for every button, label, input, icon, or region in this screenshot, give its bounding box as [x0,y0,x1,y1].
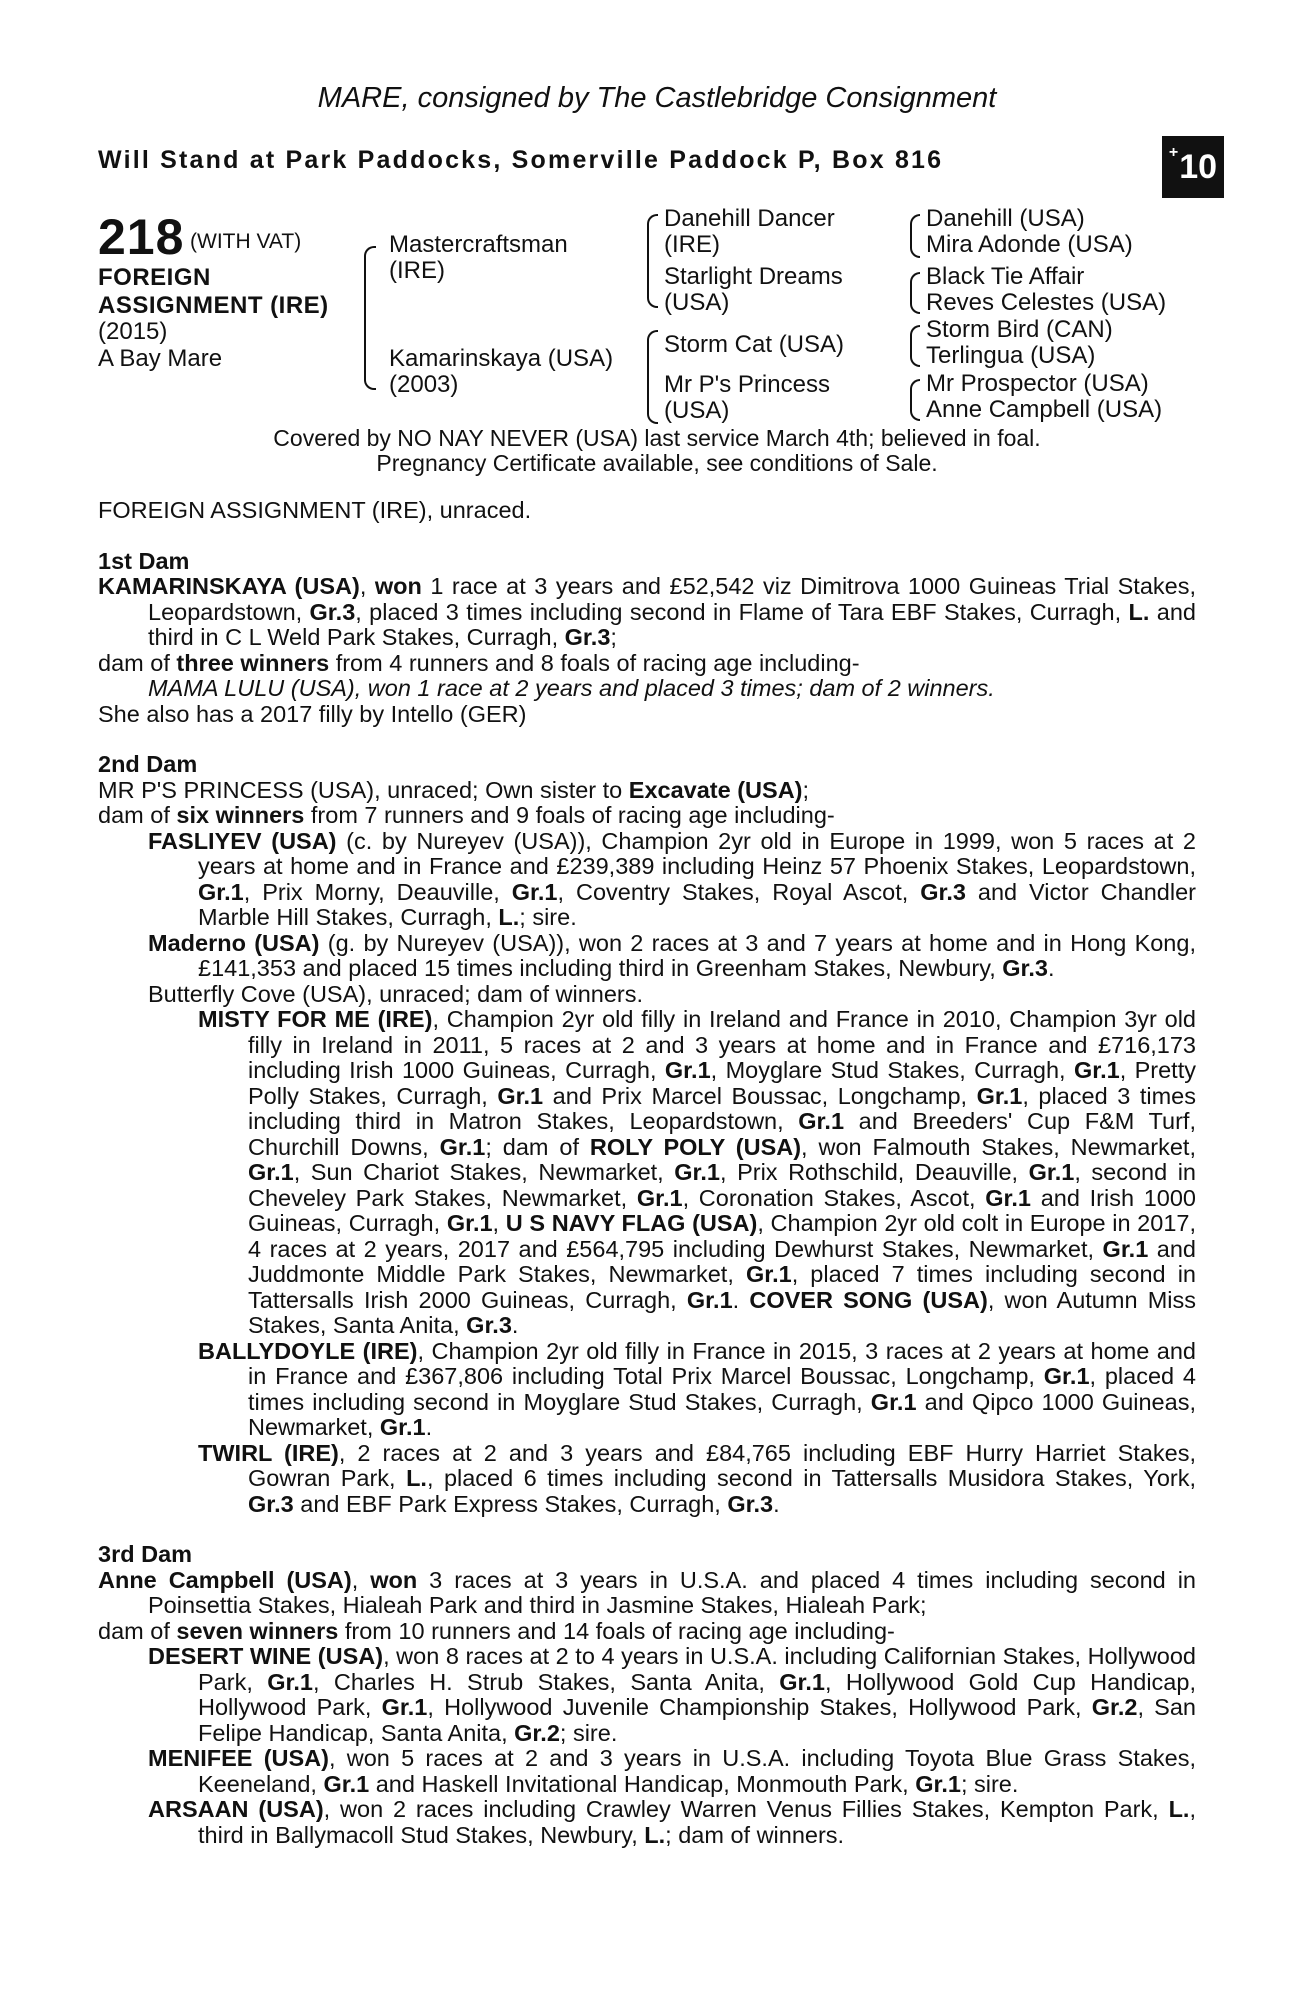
sister-name: Excavate (USA) [628,776,803,803]
text: , Pretty Polly Stakes, Curragh, [248,1057,1196,1109]
catalogue-body [98,498,1196,1848]
text: , Moyglare Stud Stakes, Curragh, [710,1057,1074,1083]
grade: Gr.1 [248,1159,294,1185]
grade: L. [1128,598,1150,625]
intro-line: FOREIGN ASSIGNMENT (IRE), unraced. [98,497,532,523]
grade: Gr.1 [915,1770,961,1797]
text: . [732,1286,750,1313]
text: MR P'S PRINCESS (USA), unraced; Own sister to [98,776,629,803]
grade: Gr.1 [636,1184,683,1211]
fasliyev-entry [98,829,1196,931]
grade: Gr.1 [1028,1159,1075,1185]
text: , Coronation Stakes, Ascot, [682,1184,986,1211]
text: , second in Cheveley Park Stakes, Newmarket, [248,1159,1197,1211]
covered-line-1: Covered by NO NAY NEVER (USA) last service March 4th; believed in foal. [273,425,1041,451]
granddam-g3: Black Tie Affair [926,263,1085,290]
grade: Gr.3 [309,598,356,625]
text: from 4 runners and 8 foals of racing age including- [329,649,860,676]
brace-g2 [910,272,920,314]
grade: L. [1168,1796,1190,1822]
grade: Gr.1 [664,1057,711,1083]
grade: Gr.3 [1002,955,1048,981]
text: and third in C L Weld Park Stakes, Curragh, [148,598,1196,650]
grade: Gr.1 [1043,1363,1090,1389]
badge-plus: + [1168,144,1179,161]
grade: Gr.1 [497,1082,544,1109]
grade: Gr.1 [511,878,558,905]
grade: Gr.1 [745,1261,792,1287]
text: , Prix Rothschild, Deauville, [720,1159,1029,1185]
grade: Gr.1 [267,1668,313,1695]
runner-name: FASLIYEV (USA) [148,827,337,854]
grade: Gr.1 [870,1388,917,1415]
foaling-year: (2015) [98,318,168,345]
brace-g4 [910,379,920,421]
dam2-heading: 2nd Dam [98,751,198,777]
text: , placed 6 times including second in Tattersalls Musidora Stakes, York, [426,1465,1196,1491]
misty-entry [98,1007,1196,1339]
granddam-g6: Terlingua (USA) [926,342,1096,369]
text: , won 2 races including Crawley Warren Venus Fillies Stakes, Kempton Park, [323,1796,1169,1822]
dam1-produce [98,651,1196,677]
text: . [773,1490,780,1517]
text: , placed 4 times including second in Moyglare Stud Stakes, Curragh, [248,1363,1196,1415]
dam-sire: Storm Cat (USA) [664,331,845,358]
butterfly-entry: Butterfly Cove (USA), unraced; dam of winners. [148,980,644,1007]
text: and Irish 1000 Guineas, Curragh, [248,1184,1196,1236]
grade: Gr.1 [674,1159,720,1185]
dam2-record [98,778,1196,804]
text: and EBF Park Express Stakes, Curragh, [293,1490,728,1517]
grade: Gr.3 [727,1490,774,1517]
text: , Champion 2yr old filly in Ireland and France in 2010, Champion 3yr old filly in Ireland in 2011, 5 races at 2 and 3 years at home and in France and £716,173 including Irish 1000 Guineas, Curragh, [248,1006,1196,1083]
grade: Gr.1 [198,878,244,905]
text: and Victor Chandler Marble Hill Stakes, Curragh, [198,878,1196,930]
text: (g. by Nureyev (USA)), won 2 races at 3 and 7 years at home and in Hong Kong, £141,353 and placed 15 times including third in Greenham Stakes, Newbury, [198,929,1196,981]
horse-description: A Bay Mare [98,345,223,372]
grade: Gr.1 [985,1184,1031,1211]
text: dam of [98,1617,177,1644]
sire-sire [664,206,835,258]
sire-sire-country: (IRE) [664,231,720,258]
runner-name: DESERT WINE (USA) [148,1643,384,1669]
text: ; sire. [519,904,577,930]
text: 1 race at 3 years and £52,542 viz Dimitrova 1000 Guineas Trial Stakes, Leopardstown, [148,573,1196,625]
dam-dam [664,372,830,424]
text: and Breeders' Cup F&M Turf, Churchill Downs, [248,1108,1196,1160]
text: , Hollywood Juvenile Championship Stakes, Hollywood Park, [427,1694,1092,1720]
menifee-entry [98,1746,1196,1797]
text: , won Falmouth Stakes, Newmarket, [801,1133,1196,1160]
text: , won Autumn Miss Stakes, Santa Anita, [248,1286,1197,1338]
text: , 2 races at 2 and 3 years and £84,765 including EBF Hurry Harriet Stakes, Gowran Park, [248,1439,1196,1491]
covered-line-2: Pregnancy Certificate available, see conditions of Sale. [376,450,938,476]
text: MAMA LULU (USA), won 1 race at 2 years and placed 3 times; dam of 2 winners. [148,675,995,701]
horse-name [98,264,329,320]
grade: Gr.3 [248,1490,294,1517]
grade: L. [498,904,520,930]
maderno-entry [98,931,1196,982]
lot-badge [1162,136,1224,198]
text: 3 races at 3 years in U.S.A. and placed 4 times including second in Poinsettia Stakes, Hialeah Park and third in Jasmine Stakes, Hialeah Park; [148,1566,1197,1618]
dam3-produce [98,1619,1196,1645]
text: from 10 runners and 14 foals of racing age including- [338,1617,895,1644]
lot-number: 218 [98,209,185,265]
dam1-also: She also has a 2017 filly by Intello (GER) [98,700,527,727]
lot-vat: (WITH VAT) [190,230,302,253]
text: from 7 runners and 9 foals of racing age including- [304,802,835,828]
grade: Gr.3 [564,624,611,650]
text: , won 5 races at 2 and 3 years in U.S.A. including Toyota Blue Grass Stakes, Keeneland, [198,1745,1197,1797]
consignor-heading: MARE, consigned by The Castlebridge Consignment [317,82,997,114]
brace-dam [647,330,658,424]
grade: Gr.3 [920,878,966,905]
text: , placed 3 times including second in Flame of Tara EBF Stakes, Curragh, [355,598,1129,625]
text: dam of [98,649,177,676]
text: , San Felipe Handicap, Santa Anita, [198,1694,1196,1746]
text: and Prix Marcel Boussac, Longchamp, [543,1082,977,1109]
text: ; dam of winners. [665,1821,845,1848]
grade: Gr.2 [514,1719,560,1746]
granddam-g5: Storm Bird (CAN) [926,316,1113,343]
text: . [1048,955,1055,981]
runner-name: COVER SONG (USA) [749,1286,988,1313]
text: ; sire. [559,1719,618,1746]
dam-dam-name: Mr P's Princess [664,371,830,398]
brace-g1 [910,214,920,258]
granddam-g2: Mira Adonde (USA) [926,231,1133,258]
dam3-name: Anne Campbell (USA) [98,1566,352,1593]
horse-details [98,318,222,372]
sire-name: Mastercraftsman [389,231,568,258]
runner-name: BALLYDOYLE (IRE) [198,1337,418,1364]
grade: Gr.3 [466,1312,512,1338]
dam1-record: KAMARINSKAYA (USA), won 1 race at 3 years and £52,542 viz Dimitrova 1000 Guineas Trial Stakes, Leopardstown, Gr.3, placed 3 times including second in Flame of Tara EBF Stakes, Curragh, L. and third in C L Weld Park Stakes, Curragh, Gr.3; [98,573,1196,650]
grade: Gr.2 [1091,1694,1138,1720]
text: , placed 7 times including second in Tattersalls Irish 2000 Guineas, Curragh, [248,1261,1196,1313]
runner-name: U S NAVY FLAG (USA) [505,1210,758,1236]
text: , Charles H. Strub Stakes, Santa Anita, [312,1668,780,1695]
grade: Gr.1 [1073,1057,1120,1083]
text: , Hollywood Gold Cup Handicap, Hollywood Park, [198,1668,1196,1720]
text: dam of [98,802,177,828]
text: and Juddmonte Middle Park Stakes, Newmarket, [248,1235,1196,1287]
granddam-g7: Mr Prospector (USA) [926,370,1149,397]
text: (c. by Nureyev (USA)), Champion 2yr old in Europe in 1999, won 5 races at 2 years at home and in France and £239,389 including Heinz 57 Phoenix Stakes, Leopardstown, [198,827,1196,879]
dam1-heading: 1st Dam [98,547,190,574]
text: and Qipco 1000 Guineas, Newmarket, [248,1388,1196,1440]
grade: Gr.1 [446,1210,493,1236]
text: ; sire. [960,1770,1019,1797]
runner-name: MISTY FOR ME (IRE) [198,1006,433,1032]
grade: Gr.1 [381,1694,428,1720]
ballydoyle-entry [98,1339,1196,1441]
dam-name: Kamarinskaya (USA) [389,345,614,372]
runner-name: Maderno (USA) [148,929,320,956]
winners-count: seven winners [176,1617,339,1644]
text: ; dam of [485,1133,590,1160]
granddam-g1: Danehill (USA) [926,205,1085,232]
horse-name-line2: ASSIGNMENT (IRE) [98,292,329,319]
runner-name: MENIFEE (USA) [148,1745,329,1771]
text: , Champion 2yr old filly in France in 2015, 3 races at 2 years at home and in France and £367,806 including Total Prix Marcel Boussac, Longchamp, [248,1337,1197,1389]
dam3-heading: 3rd Dam [98,1541,193,1567]
grade: Gr.1 [439,1133,486,1160]
winners-count: six winners [176,802,305,828]
desert-wine-entry [98,1644,1196,1746]
text: , [492,1210,506,1236]
dam1-name: KAMARINSKAYA (USA) [98,573,360,599]
grade: Gr.1 [379,1414,426,1440]
twirl-entry [98,1441,1196,1518]
granddam-g4: Reves Celestes (USA) [926,289,1167,316]
dam1-foal [98,676,1196,702]
dam-year: (2003) [389,371,459,398]
runner-name: TWIRL (IRE) [198,1439,339,1466]
brace-main [364,246,376,390]
arsaan-entry [98,1797,1196,1848]
sire-dam [664,264,843,316]
granddam-g8: Anne Campbell (USA) [926,396,1163,423]
text: . [425,1414,433,1440]
horse-name-line1: FOREIGN [98,264,211,291]
text: ; [610,624,617,650]
text: , Coventry Stakes, Royal Ascot, [557,878,921,905]
dam [389,346,613,398]
text: , Sun Chariot Stakes, Newmarket, [293,1159,675,1185]
grade: Gr.1 [976,1082,1023,1109]
sire-sire-name: Danehill Dancer [664,205,835,232]
sire-dam-name: Starlight Dreams [664,263,843,290]
grade: Gr.1 [779,1668,825,1695]
runner-name: ROLY POLY (USA) [589,1133,802,1160]
grade: Gr.1 [1102,1235,1149,1262]
text: , Prix Morny, Deauville, [243,878,512,905]
sire-country: (IRE) [389,257,445,284]
text: . [511,1312,519,1338]
text: , [351,1566,371,1593]
badge-number: 10 [1179,147,1218,186]
brace-g3 [910,325,920,367]
dam3-record [98,1568,1196,1619]
text: , placed 3 times including third in Matron Stakes, Leopardstown, [248,1082,1196,1134]
dam-dam-country: (USA) [664,397,730,424]
text: and Haskell Invitational Handicap, Monmouth Park, [369,1770,916,1797]
brace-sire [647,214,658,308]
grade: L. [644,1821,666,1848]
sire [389,232,568,284]
runner-name: ARSAAN (USA) [148,1796,324,1822]
dam1-won: won [374,573,422,599]
dam2-produce [98,803,1196,829]
grade: Gr.1 [798,1108,845,1134]
winners-count: three winners [176,649,330,676]
sire-dam-country: (USA) [664,289,730,316]
grade: L. [406,1465,427,1491]
text: , third in Ballymacoll Stud Stakes, Newbury, [198,1796,1196,1848]
text: , Champion 2yr old colt in Europe in 2017, 4 races at 2 years, 2017 and £564,795 including Dewhurst Stakes, Newmarket, [248,1210,1196,1262]
stabling-location: Will Stand at Park Paddocks, Somerville Paddock P, Box 816 [98,146,944,174]
grade: Gr.1 [323,1770,370,1797]
dam3-won: won [370,1566,418,1593]
text: , won 8 races at 2 to 4 years in U.S.A. including Californian Stakes, Hollywood Park, [198,1643,1197,1695]
text: ; [802,776,810,803]
grade: Gr.1 [686,1286,733,1313]
